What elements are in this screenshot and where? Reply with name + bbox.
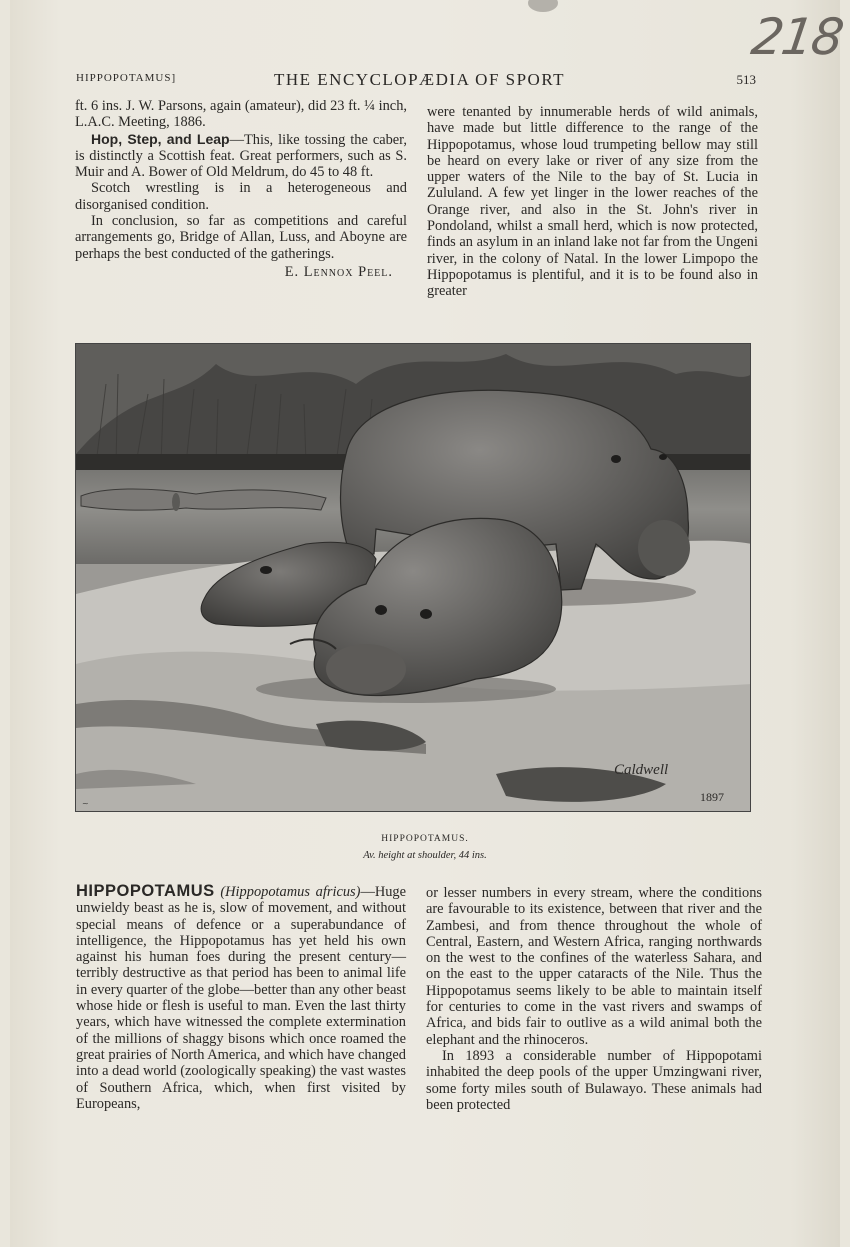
book-title: THE ENCYCLOPÆDIA OF SPORT bbox=[274, 70, 566, 89]
paragraph bbox=[75, 131, 407, 181]
caption-title: HIPPOPOTAMUS. bbox=[381, 834, 469, 844]
top-right-column bbox=[427, 104, 758, 300]
illustration-drawing bbox=[76, 344, 751, 812]
article-heading: HIPPOPOTAMUS bbox=[76, 882, 215, 900]
paragraph: or lesser numbers in every stream, where the conditions are favourable to its existence, between that river and the Zambesi, and from thence throughout the whole of Central, Eastern, and Western Africa, ranging northwards on the west to the confines of the waterless Sahara, and on the east to the upper cataracts of the Nile. Thus the Hippopotamus seems likely to be able to maintain itself for centuries to come in the vast rivers and swamps of Africa, and bids fair to outlive as a wild animal both the elephant and the rhinoceros. bbox=[426, 885, 762, 1048]
author-signature: E. Lennox Peel. bbox=[284, 263, 393, 280]
bottom-right-column bbox=[426, 885, 762, 1113]
paragraph: In conclusion, so far as competitions and careful arrangements go, Bridge of Allan, Luss, and Aboyne are perhaps the best conducted of the gatherings. bbox=[75, 213, 407, 262]
bottom-left-column bbox=[76, 883, 406, 1112]
top-left-column bbox=[75, 98, 407, 280]
article-paragraph bbox=[76, 883, 406, 1112]
subheading: Hop, Step, and Leap bbox=[91, 130, 230, 147]
binding-hole bbox=[528, 0, 558, 12]
article-body: —Huge unwieldy beast as he is, slow of movement, and without special means of defence or a superabundance of intelligence, the Hippopotamus has yet held his own against his human foes during the present century—terribly destructive as that period has been to animal life in every quarter of the globe—better than any other beast whose hide or flesh is useful to man. Even the last thirty years, which have witnessed the complete extermination of the millions of shaggy bisons which once roamed the great prairies of North America, and which have changed into a dead world (zoologically speaking) the vast wastes of Southern Africa, which, when first visited by Europeans, bbox=[76, 884, 406, 1112]
paragraph-text: —This, like tossing the caber, is distinctly a Scottish feat. Great performers, such as S. Muir and A. Bower of Old Meldrum, do 45 to 48 ft. bbox=[75, 131, 407, 181]
caption-subtitle: Av. height at shoulder, 44 ins. bbox=[363, 850, 487, 861]
paragraph: were tenanted by innumerable herds of wild animals, have made but little difference to the range of the Hippopotamus, whose loud trumpeting bellow may still be heard on every lake or river of any size from the upper waters of the Nile to the bay of St. Lucia in Zululand. A few yet linger in the lower reaches of the Orange river, and also in the St. John's river in Pondoland, whilst a small herd, which is now protected, finds an asylum in an inland lake not far from the Ungeni river, in the colony of Natal. In the lower Limpopo the Hippopotamus is plentiful, and it is to be found also in greater bbox=[427, 104, 758, 300]
page-number: 513 bbox=[736, 72, 756, 87]
artist-signature: Caldwell bbox=[614, 762, 669, 778]
artist-year: 1897 bbox=[700, 790, 724, 804]
latin-name: (Hippopotamus africus) bbox=[220, 884, 361, 900]
running-header bbox=[76, 70, 756, 90]
svg-text:~: ~ bbox=[82, 799, 89, 808]
paragraph: ft. 6 ins. J. W. Parsons, again (amateur), did 23 ft. ¼ inch, L.A.C. Meeting, 1886. bbox=[75, 98, 407, 131]
hippopotamus-illustration bbox=[75, 343, 751, 812]
paragraph: Scotch wrestling is in a heterogeneous and disorganised condition. bbox=[75, 180, 407, 213]
section-label: HIPPOPOTAMUS] bbox=[76, 72, 177, 84]
handwritten-page-number: 218 bbox=[747, 8, 846, 66]
paragraph: In 1893 a considerable number of Hippopotami inhabited the deep pools of the upper Umzingwani river, some forty miles south of Bulawayo. These animals had been protected bbox=[426, 1047, 762, 1113]
